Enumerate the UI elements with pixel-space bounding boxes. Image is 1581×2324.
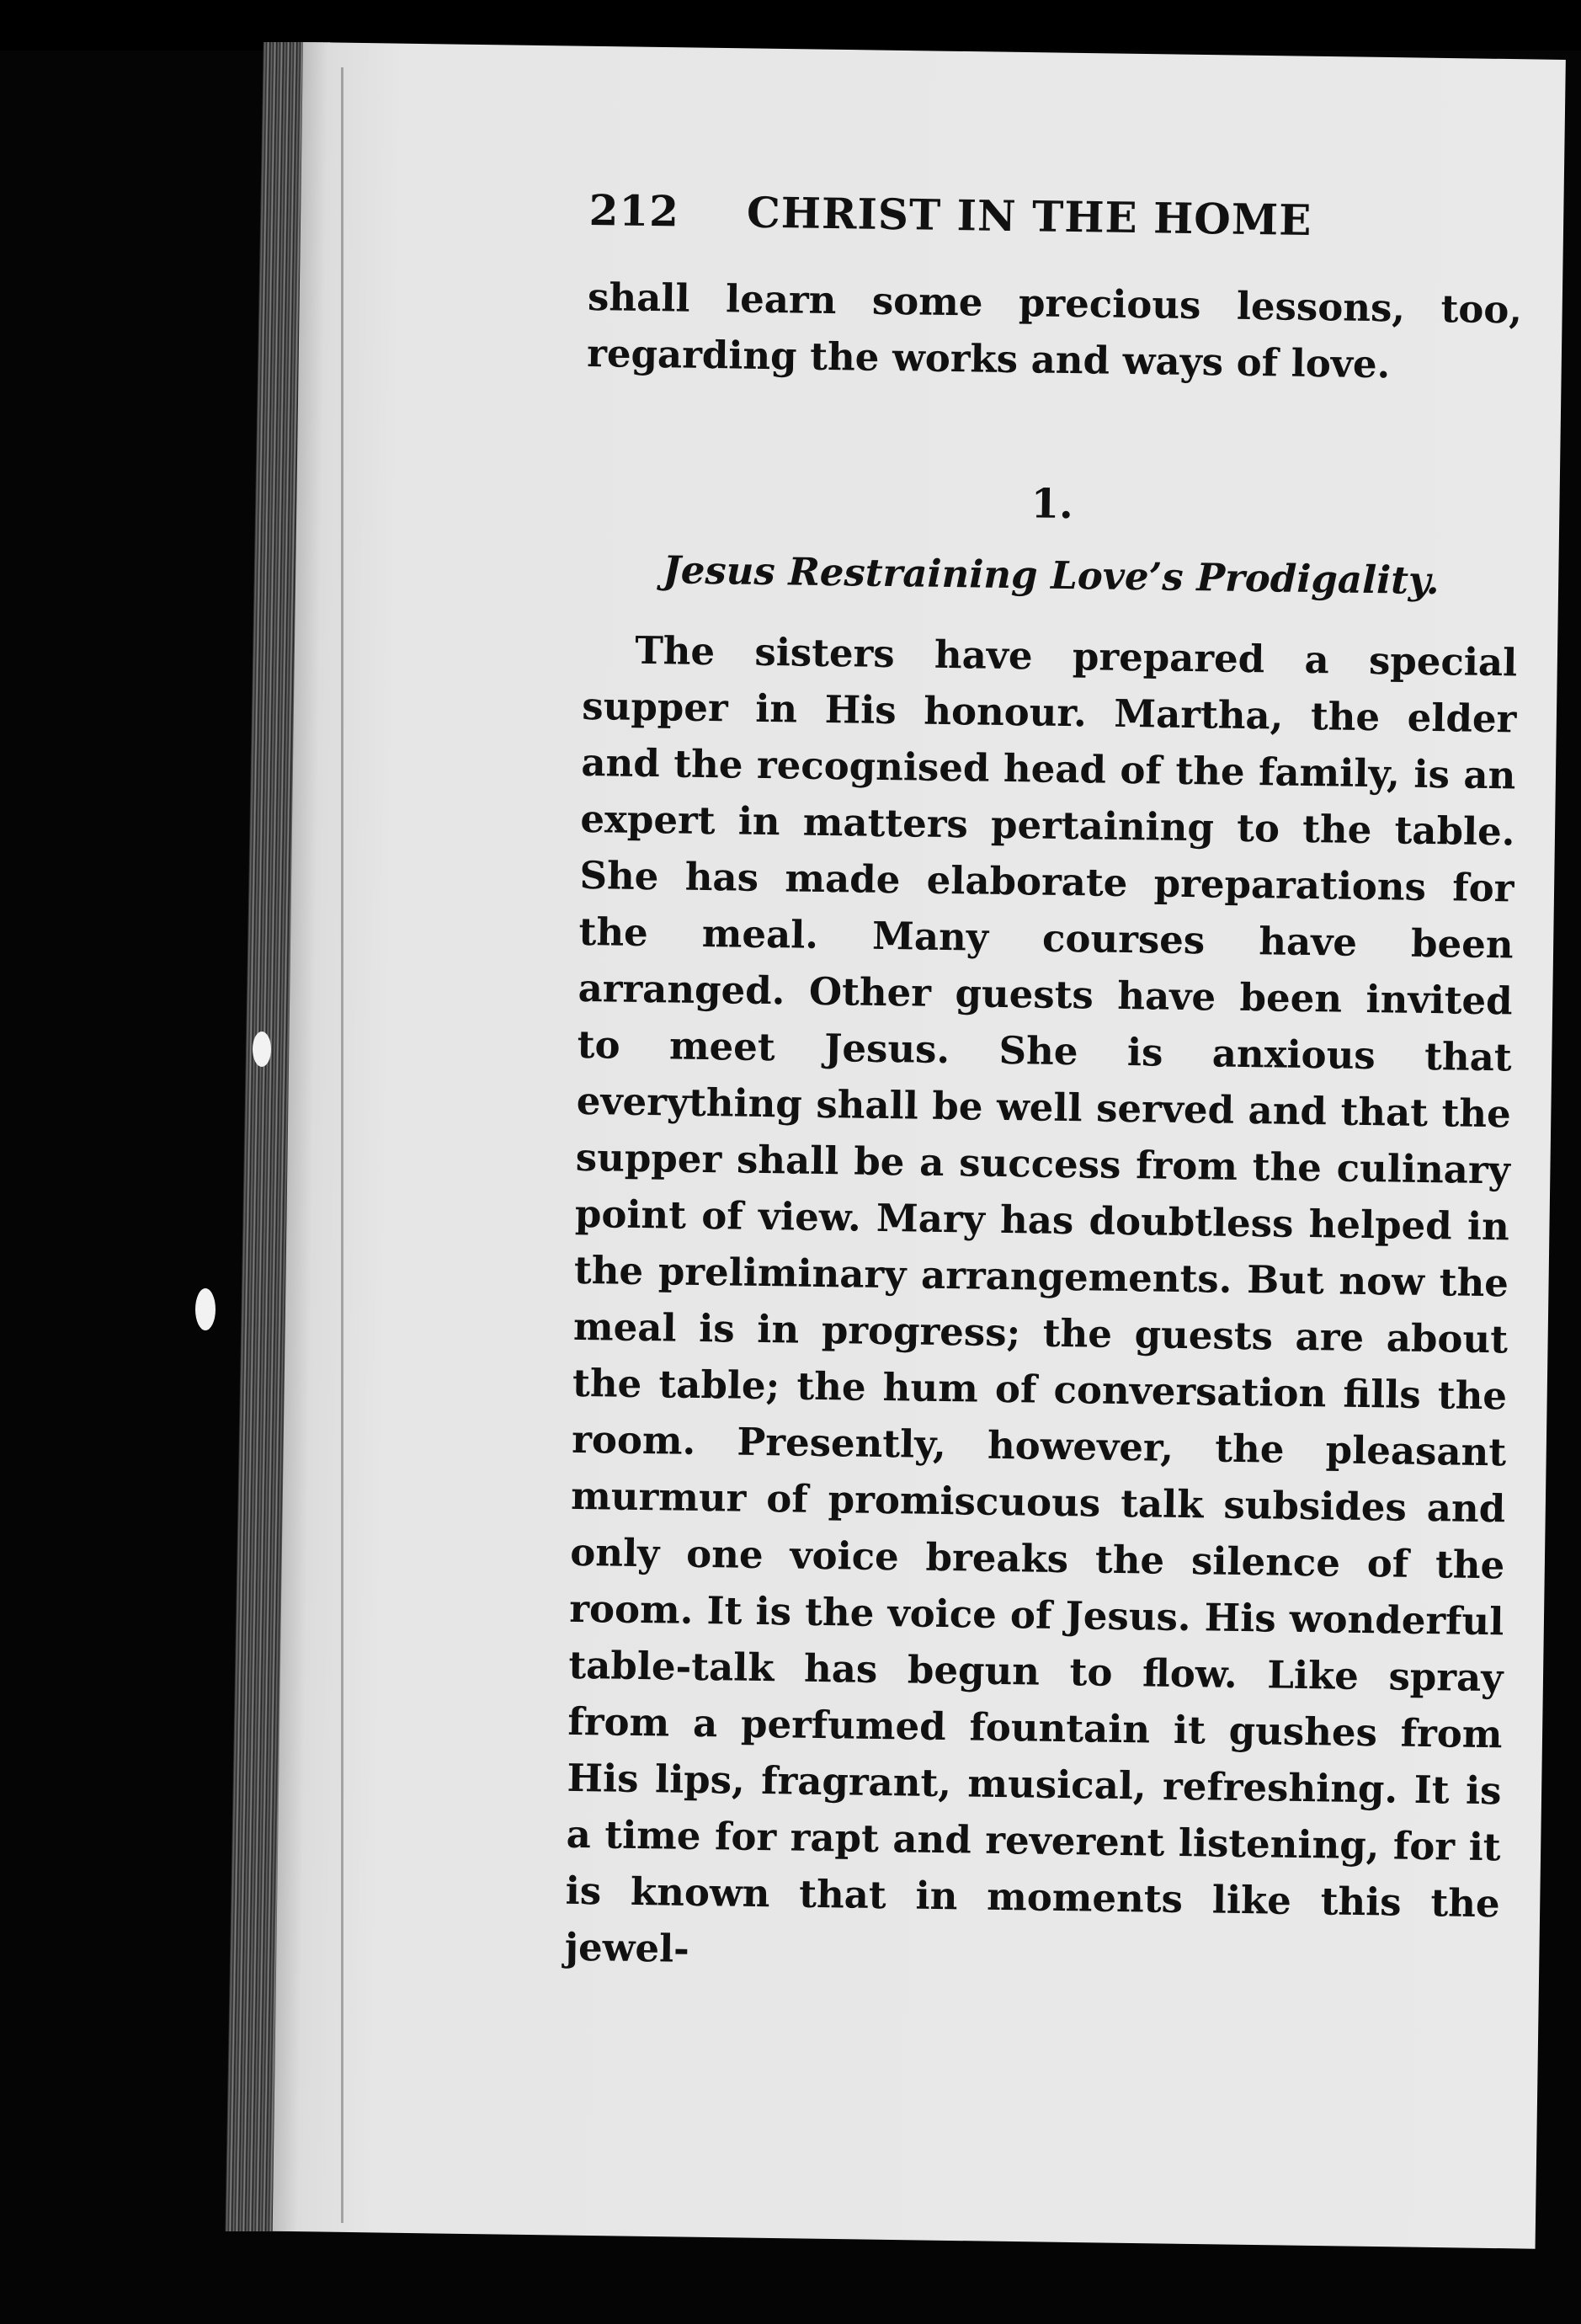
scan-top-edge bbox=[0, 0, 1581, 51]
opening-paragraph: shall learn some precious lessons, too, regarding the works and ways of love. bbox=[586, 274, 1523, 387]
body-paragraph: The sisters have prepared a special supper in His honour. Martha, the elder and the recognised head of the family, is an expert in matters pertaining to the table. She has made elaborate preparations for the meal. Many courses have been arranged. Other guests have been invited to meet Jesus. She is anxious that everything shall be well served and that the supper shall be a success from the culinary point of view. Mary has doubtless helped in the preliminary arrangements. But now the meal is in progress; the guests are about the table; the hum of conversation fills the room. Presently, however, the pleasant murmur of promiscuous talk subsides and only one voice breaks the silence of the room. It is the voice of Jesus. His wonderful table-talk has begun to flow. Like spray from a perfumed fountain it gushes from His lips, fragrant, musical, refreshing. It is a time for rapt and reverent listening, for it is known that in moments like this the jewel- bbox=[564, 627, 1518, 1971]
section-number: 1. bbox=[1030, 480, 1074, 529]
running-head-title: CHRIST IN THE HOME bbox=[746, 187, 1312, 245]
margin-speck bbox=[195, 1288, 216, 1330]
page-number: 212 bbox=[588, 185, 680, 237]
page-gutter-line bbox=[341, 67, 343, 2223]
margin-speck bbox=[253, 1031, 271, 1067]
section-title: Jesus Restraining Love’s Prodigality. bbox=[663, 547, 1440, 604]
page-text bbox=[564, 185, 1524, 1988]
